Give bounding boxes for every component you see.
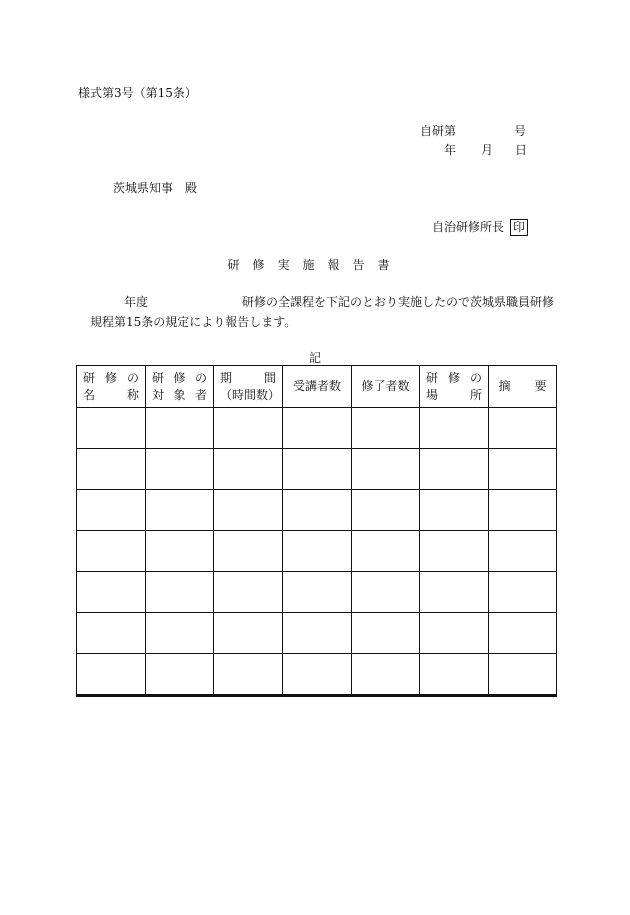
column-header-char: の xyxy=(126,370,139,385)
column-header-char: 修 xyxy=(104,370,117,385)
column-header-char: 名 xyxy=(83,387,96,402)
column-header-char: 期 xyxy=(220,370,233,385)
document-number-label: 自研第 xyxy=(420,124,457,138)
body-text-line-2: 規程第15条の規定により報告します。 xyxy=(90,315,297,329)
column-header-char: 間 xyxy=(263,370,276,385)
table-cell xyxy=(77,490,146,531)
table-cell xyxy=(214,449,283,490)
column-header-line-2 xyxy=(83,387,139,404)
column-header-char: 研 xyxy=(426,370,439,385)
table-cell xyxy=(283,449,352,490)
table-cell xyxy=(489,654,557,696)
table-cell xyxy=(146,490,214,531)
table-row xyxy=(77,490,557,531)
body-line-1-rest: 研修の全課程を下記のとおり実施したので茨城県職員研修 xyxy=(242,295,555,309)
column-header-char: （時間数） xyxy=(220,387,281,402)
table-cell xyxy=(489,449,557,490)
column-header-label: 修了者数 xyxy=(361,379,410,393)
table-cell xyxy=(283,408,352,449)
table-cell xyxy=(77,408,146,449)
column-header-char: 者 xyxy=(194,387,207,402)
table-cell xyxy=(214,572,283,613)
column-header-line-1 xyxy=(426,370,482,387)
table-cell xyxy=(420,531,489,572)
column-header-line-2 xyxy=(426,387,482,404)
column-header-line-1 xyxy=(152,370,207,387)
table-cell xyxy=(352,613,420,654)
column-header-2 xyxy=(146,366,214,408)
table-row xyxy=(77,408,557,449)
column-header-char: 修 xyxy=(447,370,460,385)
column-header-char: 象 xyxy=(173,387,186,402)
column-header-3 xyxy=(214,366,283,408)
column-header-line-1 xyxy=(220,370,276,387)
table-cell xyxy=(489,531,557,572)
document-title: 研修実施報告書 xyxy=(227,258,403,272)
form-number: 様式第3号（第15条） xyxy=(78,86,197,100)
column-header-label: 摘 要 xyxy=(498,379,547,393)
column-header-6 xyxy=(420,366,489,408)
table-row xyxy=(77,654,557,696)
table-cell xyxy=(352,531,420,572)
column-header-label: 受講者数 xyxy=(292,379,341,393)
table-cell xyxy=(420,654,489,696)
report-table xyxy=(76,365,557,697)
table-cell xyxy=(146,572,214,613)
column-header-line-2 xyxy=(152,387,207,404)
table-cell xyxy=(283,572,352,613)
sender xyxy=(432,218,528,236)
column-header-char: の xyxy=(194,370,207,385)
column-header-1 xyxy=(77,366,146,408)
table-cell xyxy=(420,449,489,490)
sender-name: 自治研修所長 xyxy=(432,220,505,234)
body-year-word: 年度 xyxy=(124,295,149,309)
table-cell xyxy=(283,490,352,531)
table-cell xyxy=(420,613,489,654)
table-cell xyxy=(214,613,283,654)
table-cell xyxy=(146,408,214,449)
table-cell xyxy=(146,654,214,696)
column-header-7 xyxy=(489,366,557,408)
table-cell xyxy=(352,490,420,531)
table-cell xyxy=(77,654,146,696)
table-cell xyxy=(489,408,557,449)
table-cell xyxy=(77,572,146,613)
date-month-label: 月 xyxy=(481,143,494,157)
table-cell xyxy=(214,408,283,449)
table-cell xyxy=(77,531,146,572)
ki-heading: 記 xyxy=(308,351,321,365)
column-header-char: 修 xyxy=(173,370,186,385)
column-header-char: 場 xyxy=(426,387,439,402)
table-cell xyxy=(352,408,420,449)
table-cell xyxy=(352,572,420,613)
addressee: 茨城県知事 殿 xyxy=(113,181,198,195)
date-day-label: 日 xyxy=(515,143,528,157)
table-cell xyxy=(77,613,146,654)
column-header-4 xyxy=(283,366,352,408)
table-cell xyxy=(77,449,146,490)
table-cell xyxy=(146,613,214,654)
table-cell xyxy=(214,531,283,572)
table-cell xyxy=(146,531,214,572)
table-cell xyxy=(352,654,420,696)
column-header-5 xyxy=(352,366,420,408)
table-cell xyxy=(214,654,283,696)
table-cell xyxy=(420,408,489,449)
seal-mark: 印 xyxy=(510,219,528,236)
table-row xyxy=(77,449,557,490)
table-cell xyxy=(489,572,557,613)
table-cell xyxy=(283,531,352,572)
table-cell xyxy=(489,613,557,654)
table-cell xyxy=(420,490,489,531)
table-cell xyxy=(146,449,214,490)
column-header-char: 対 xyxy=(152,387,165,402)
table-cell xyxy=(214,490,283,531)
column-header-line-2 xyxy=(220,387,281,404)
column-header-char: の xyxy=(469,370,482,385)
date-year-label: 年 xyxy=(444,143,457,157)
table-row xyxy=(77,613,557,654)
table-header-row xyxy=(77,366,557,408)
document-number-suffix: 号 xyxy=(514,124,527,138)
table-cell xyxy=(283,654,352,696)
column-header-line-1 xyxy=(83,370,139,387)
table-row xyxy=(77,572,557,613)
column-header-char: 称 xyxy=(126,387,139,402)
column-header-char: 所 xyxy=(469,387,482,402)
table-cell xyxy=(352,449,420,490)
column-header-char: 研 xyxy=(152,370,165,385)
table-cell xyxy=(420,572,489,613)
column-header-char: 研 xyxy=(83,370,96,385)
table-cell xyxy=(489,490,557,531)
table-row xyxy=(77,531,557,572)
body-text-line-1 xyxy=(124,293,554,310)
table-body xyxy=(77,408,557,696)
table-cell xyxy=(283,613,352,654)
